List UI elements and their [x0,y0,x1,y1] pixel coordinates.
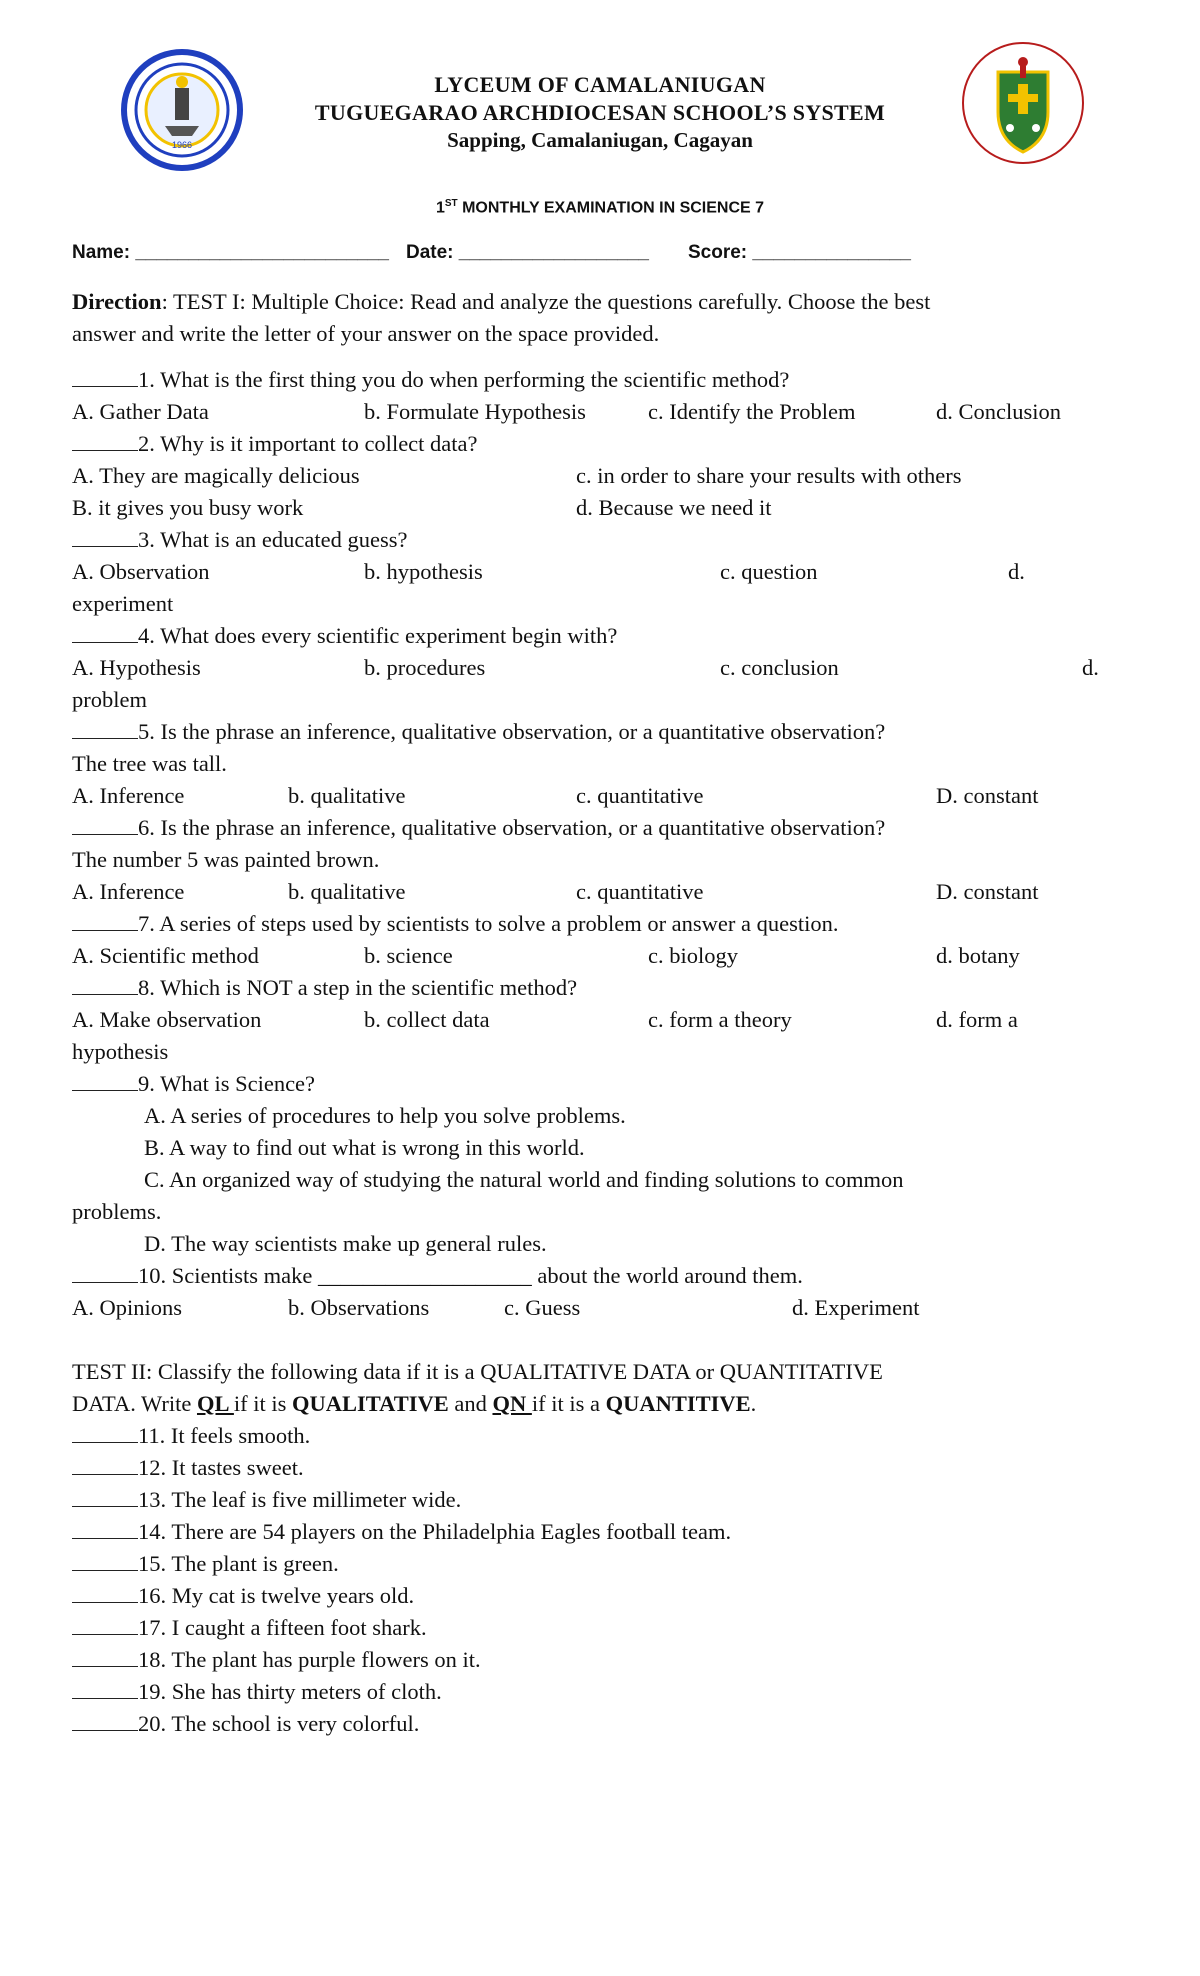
svg-text:1966: 1966 [171,140,193,150]
choice-d: d. botany [936,943,1020,968]
exam-title [0,198,1200,217]
direction-text: if it is a [531,1391,606,1416]
archdiocesan-shield-icon [960,40,1086,166]
fill-in-blank: ___________________ [317,1263,532,1288]
question-12 [72,1452,1128,1484]
choices-q4 [72,652,1128,684]
answer-blank [72,1516,138,1539]
question-prompt: The tree was tall. [72,751,227,776]
choices-q5 [72,780,1128,812]
choice-d: d. [1082,655,1099,680]
score-field: Score: _______________ [688,242,911,263]
quantitive-term: QUANTITIVE [605,1391,751,1416]
answer-blank [72,716,138,739]
item-text: 19. She has thirty meters of cloth. [138,1679,442,1704]
question-4 [72,620,1128,652]
choice-b: b. hypothesis [364,559,483,584]
choice-d: d. [1008,559,1025,584]
direction-label: Direction [72,289,162,314]
question-text: 2. Why is it important to collect data? [138,431,478,456]
answer-blank [72,1676,138,1699]
choice-c: c. Guess [504,1295,581,1320]
answer-blank [72,1644,138,1667]
choice-c: c. conclusion [720,655,839,680]
test1-direction-cont: answer and write the letter of your answer on the space provided. [72,321,660,346]
choice-d: D. constant [936,879,1039,904]
choice-a: A. They are magically delicious [72,463,360,488]
question-9 [72,1068,1128,1100]
choice-c: c. question [720,559,818,584]
answer-blank [72,1548,138,1571]
choice-b: b. procedures [364,655,486,680]
question-7 [72,908,1128,940]
answer-blank [72,1612,138,1635]
choices-q6 [72,876,1128,908]
question-15 [72,1548,1128,1580]
question-text: 3. What is an educated guess? [138,527,408,552]
answer-blank [72,620,138,643]
answer-blank [72,1420,138,1443]
question-2 [72,428,1128,460]
item-text: 11. It feels smooth. [138,1423,311,1448]
question-1 [72,364,1128,396]
choice-d: d. form a [936,1007,1018,1032]
item-text: 20. The school is very colorful. [138,1711,420,1736]
choice-c: c. quantitative [576,783,704,808]
choice-b: b. collect data [364,1007,490,1032]
choice-a: A. Scientific method [72,943,259,968]
item-text: 18. The plant has purple flowers on it. [138,1647,481,1672]
question-6 [72,812,1128,844]
choice-c: C. An organized way of studying the natural world and finding solutions to common [144,1167,904,1192]
question-text: 8. Which is NOT a step in the scientific method? [138,975,578,1000]
choice-b: b. qualitative [288,879,406,904]
question-text: 9. What is Science? [138,1071,316,1096]
direction-text: DATA. Write [72,1391,197,1416]
question-prompt: The number 5 was painted brown. [72,847,380,872]
choice-a: A. Inference [72,879,185,904]
choice-b: b. Formulate Hypothesis [364,399,586,424]
choices-q7 [72,940,1128,972]
choice-c: c. form a theory [648,1007,792,1032]
item-text: 16. My cat is twelve years old. [138,1583,415,1608]
question-5 [72,716,1128,748]
answer-blank [72,1580,138,1603]
exam-number: 1 [435,199,445,217]
question-17 [72,1612,1128,1644]
qn-code: QN [492,1391,532,1416]
answer-blank [72,972,138,995]
ql-code: QL [196,1391,234,1416]
choice-d: D. constant [936,783,1039,808]
question-text: 1. What is the first thing you do when performing the scientific method? [138,367,790,392]
question-13 [72,1484,1128,1516]
choice-a: A. Opinions [72,1295,183,1320]
choice-d-wrap: problem [72,687,147,712]
question-text: 7. A series of steps used by scientists to solve a problem or answer a question. [138,911,839,936]
answer-blank [72,908,138,931]
answer-blank [72,1708,138,1731]
answer-blank [72,1452,138,1475]
choice-c: c. biology [648,943,738,968]
choice-a: A. Observation [72,559,210,584]
direction-text: : TEST I: Multiple Choice: Read and analyze the questions carefully. Choose the best [161,289,931,314]
choices-q2-row1 [72,460,1128,492]
question-11 [72,1420,1128,1452]
item-text: 17. I caught a fifteen foot shark. [138,1615,427,1640]
choice-b: b. Observations [288,1295,430,1320]
choices-q1 [72,396,1128,428]
question-14 [72,1516,1128,1548]
date-field: Date: __________________ [406,242,649,263]
choice-d: d. Because we need it [576,495,772,520]
question-20 [72,1708,1128,1740]
choice-a: A. A series of procedures to help you solve problems. [144,1103,626,1128]
answer-blank [72,1484,138,1507]
answer-blank [72,428,138,451]
answer-blank [72,1068,138,1091]
question-10 [72,1260,1128,1292]
choice-b: B. A way to find out what is wrong in this world. [144,1135,585,1160]
question-text: 6. Is the phrase an inference, qualitative observation, or a quantitative observation? [138,815,886,840]
answer-blank [72,524,138,547]
question-16 [72,1580,1128,1612]
choice-b: B. it gives you busy work [72,495,304,520]
choice-b: b. qualitative [288,783,406,808]
question-19 [72,1676,1128,1708]
school-system-name: TUGUEGARAO ARCHDIOCESAN SCHOOL’S SYSTEM [314,100,886,125]
choice-d: d. Experiment [792,1295,920,1320]
choice-a: A. Gather Data [72,399,209,424]
item-text: 15. The plant is green. [138,1551,339,1576]
document-header [0,0,1200,170]
exam-title-text: MONTHLY EXAMINATION IN SCIENCE 7 [457,199,765,217]
choice-d-wrap: experiment [72,591,174,616]
test2-direction: TEST II: Classify the following data if it is a QUALITATIVE DATA or QUANTITATIVE [72,1359,883,1384]
choice-c-wrap: problems. [72,1199,162,1224]
school-address: Sapping, Camalaniugan, Cagayan [447,128,753,152]
choice-d-wrap: hypothesis [72,1039,169,1064]
question-text-end: about the world around them. [531,1263,803,1288]
item-text: 12. It tastes sweet. [138,1455,304,1480]
direction-text: and [448,1391,493,1416]
question-text: 10. Scientists make [138,1263,318,1288]
choice-d: d. Conclusion [936,399,1062,424]
choice-a: A. Make observation [72,1007,262,1032]
choices-q2-row2 [72,492,1128,524]
choices-q8 [72,1004,1128,1036]
item-text: 13. The leaf is five millimeter wide. [138,1487,462,1512]
school-name: LYCEUM OF CAMALANIUGAN [434,72,766,97]
answer-blank [72,812,138,835]
choice-d: D. The way scientists make up general rules. [144,1231,547,1256]
exam-content [72,286,1128,1740]
qualitative-term: QUALITATIVE [292,1391,449,1416]
question-3 [72,524,1128,556]
exam-number-suffix: ST [444,198,458,209]
question-text: 4. What does every scientific experiment begin with? [138,623,618,648]
item-text: 14. There are 54 players on the Philadelphia Eagles football team. [138,1519,732,1544]
question-text: 5. Is the phrase an inference, qualitative observation, or a quantitative observation? [138,719,886,744]
name-field: Name: ________________________ [72,242,389,263]
choice-a: A. Hypothesis [72,655,201,680]
direction-text: if it is [233,1391,293,1416]
test2-direction-cont [72,1388,1128,1420]
choices-q10 [72,1292,1128,1324]
test1-direction [72,286,1128,318]
choice-c: c. Identify the Problem [648,399,856,424]
answer-blank [72,1260,138,1283]
answer-blank [72,364,138,387]
question-18 [72,1644,1128,1676]
choices-q3 [72,556,1128,588]
choice-c: c. quantitative [576,879,704,904]
choice-b: b. science [364,943,453,968]
question-8 [72,972,1128,1004]
choice-c: c. in order to share your results with others [576,463,962,488]
choice-a: A. Inference [72,783,185,808]
direction-text: . [750,1391,757,1416]
